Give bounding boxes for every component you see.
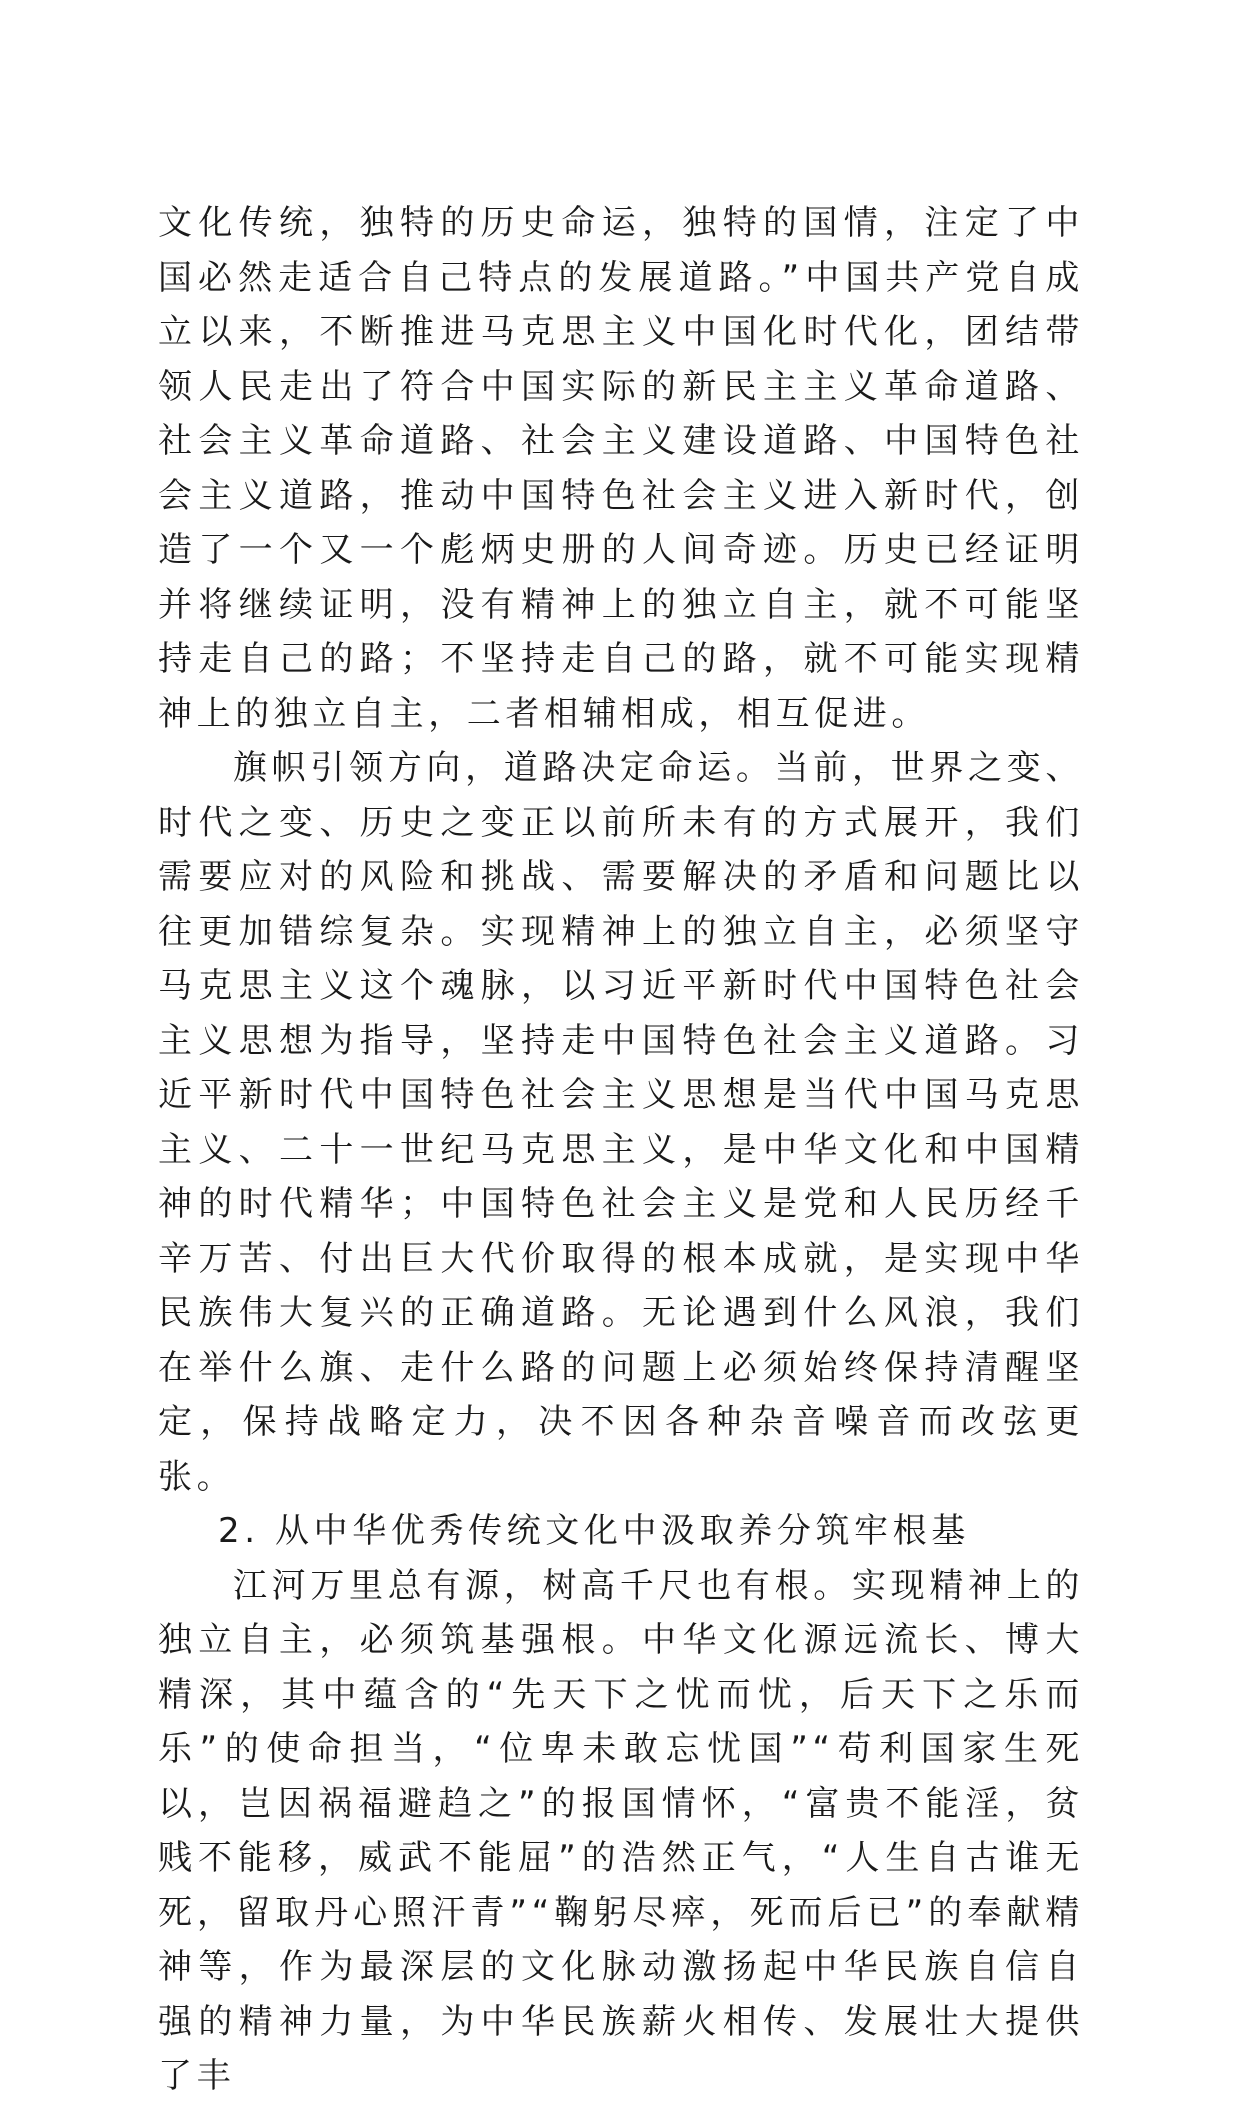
section-heading: 2. 从中华优秀传统文化中汲取养分筑牢根基 xyxy=(218,1511,970,1551)
paragraph-body: 旗帜引领方向，道路决定命运。当前，世界之变、时代之变、历史之变正以前所未有的方式展开，我们需要应对的风险和挑战、需要解决的矛盾和问题比以往更加错综复杂。实现精神上的独立自主，必须坚守马克思主义这个魂脉，以习近平新时代中国特色社会主义思想为指导，坚持走中国特色社会主义道路。习近平新时代中国特色社会主义思想是当代中国马克思主义、二十一世纪马克思主义，是中华文化和中国精神的时代精华；中国特色社会主义是党和人民历经千辛万苦、付出巨大代价取得的根本成就，是实现中华民族伟大复兴的正确道路。无论遇到什么风浪，我们在举什么旗、走什么路的问题上必须始终保持清醒坚定，保持战略定力，决不因各种杂音噪音而改弦更张。 xyxy=(158,748,1084,1497)
paragraph-continuation: 文化传统，独特的历史命运，独特的国情，注定了中国必然走适合自己特点的发展道路。”中国共产党自成立以来，不断推进马克思主义中国化时代化，团结带领人民走出了符合中国实际的新民主主义革命道路、社会主义革命道路、社会主义建设道路、中国特色社会主义道路，推动中国特色社会主义进入新时代，创造了一个又一个彪炳史册的人间奇迹。历史已经证明并将继续证明，没有精神上的独立自主，就不可能坚持走自己的路；不坚持走自己的路，就不可能实现精神上的独立自主，二者相辅相成，相互促进。 xyxy=(158,203,1084,734)
document-body xyxy=(158,196,1084,2104)
paragraph-body: 江河万里总有源，树高千尺也有根。实现精神上的独立自主，必须筑基强根。中华文化源远流长、博大精深，其中蕴含的“先天下之忧而忧，后天下之乐而乐”的使命担当，“位卑未敢忘忧国”“苟利国家生死以，岂因祸福避趋之”的报国情怀，“富贵不能淫，贫贱不能移，威武不能屈”的浩然正气，“人生自古谁无死，留取丹心照汗青”“鞠躬尽瘁，死而后已”的奉献精神等，作为最深层的文化脉动激扬起中华民族自信自强的精神力量，为中华民族薪火相传、发展壮大提供了丰 xyxy=(158,1565,1084,2096)
